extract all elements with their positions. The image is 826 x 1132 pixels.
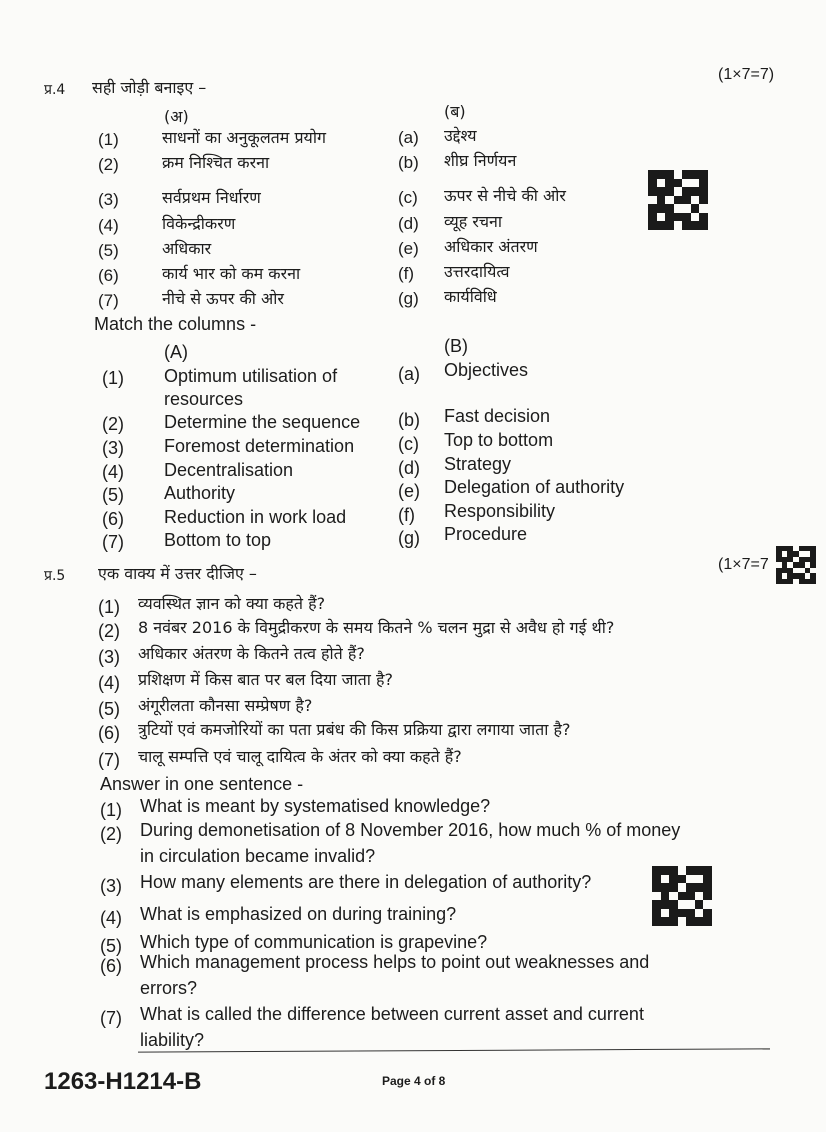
question-text: अंगूरीलता कौनसा सम्प्रेषण है? — [138, 696, 313, 715]
question-number: (1) — [98, 597, 120, 617]
match-row-number: (2) — [98, 155, 119, 174]
question-number: (2) — [100, 824, 122, 844]
match-item-b: Delegation of authority — [444, 477, 625, 497]
match-letter: (c) — [398, 188, 418, 207]
match-letter: (g) — [398, 289, 419, 308]
match-item-a: Optimum utilisation of — [164, 366, 338, 386]
question-number: (7) — [98, 750, 120, 770]
question-text: व्यवस्थित ज्ञान को क्या कहते हैं? — [138, 594, 326, 613]
qr-code — [776, 546, 816, 584]
footer-divider — [138, 1048, 770, 1052]
match-item-a: Foremost determination — [164, 436, 355, 456]
question-text: What is called the difference between current asset and current — [140, 1004, 644, 1024]
match-letter: (f) — [398, 505, 415, 525]
match-letter: (e) — [398, 481, 420, 501]
q4-col-b-hindi-header: (ब) — [444, 102, 466, 121]
match-item-a: सर्वप्रथम निर्धारण — [162, 188, 261, 207]
match-letter: (e) — [398, 239, 419, 258]
match-row-number: (2) — [102, 414, 124, 434]
question-text: चालू सम्पत्ति एवं चालू दायित्व के अंतर को क्या कहते हैं? — [138, 747, 462, 766]
question-number: (3) — [98, 647, 120, 667]
match-item-b: कार्यविधि — [444, 287, 497, 306]
match-letter: (g) — [398, 528, 420, 548]
q4-title-hindi: सही जोड़ी बनाइए – — [92, 78, 207, 97]
paper-code: 1263-H1214-B — [44, 1068, 202, 1095]
question-number: (6) — [100, 956, 122, 976]
question-number: (6) — [98, 723, 120, 743]
match-row-number: (4) — [102, 462, 124, 482]
match-item-b: ऊपर से नीचे की ओर — [444, 186, 566, 205]
match-item-b: Responsibility — [444, 501, 556, 521]
match-item-b: उद्देश्य — [444, 126, 477, 145]
question-text-continued: in circulation became invalid? — [140, 846, 376, 866]
match-item-b: Top to bottom — [444, 430, 554, 450]
question-number: (2) — [98, 621, 120, 641]
match-letter: (f) — [398, 264, 415, 283]
question-text: During demonetisation of 8 November 2016, how much % of money — [140, 820, 681, 840]
question-number: (3) — [100, 876, 122, 896]
match-item-a-continued: resources — [164, 389, 244, 409]
question-text: Which management process helps to point out weaknesses and — [140, 952, 650, 972]
q4-col-b-english-header: (B) — [444, 336, 468, 356]
match-letter: (d) — [398, 458, 420, 478]
question-text: Which type of communication is grapevine? — [140, 932, 488, 952]
question-number: (5) — [98, 699, 120, 719]
match-item-a: अधिकार — [162, 239, 212, 258]
match-item-b: Strategy — [444, 454, 512, 474]
q4-number: प्र.4 — [44, 82, 66, 98]
match-item-a: Decentralisation — [164, 460, 294, 480]
match-item-a: कार्य भार को कम करना — [162, 264, 301, 283]
q5-marks: (1×7=7 — [718, 556, 769, 573]
match-row-number: (3) — [98, 190, 119, 209]
qr-code — [648, 170, 708, 230]
match-letter: (a) — [398, 364, 420, 384]
match-item-a: साधनों का अनुकूलतम प्रयोग — [162, 128, 326, 147]
match-row-number: (5) — [102, 485, 124, 505]
question-text-continued: liability? — [140, 1030, 205, 1050]
match-item-b: व्यूह रचना — [444, 212, 503, 231]
question-text: What is emphasized on during training? — [140, 904, 457, 924]
question-number: (5) — [100, 936, 122, 956]
qr-code — [652, 866, 712, 926]
q5-number: प्र.5 — [44, 568, 66, 584]
match-item-b: शीघ्र निर्णयन — [444, 151, 517, 170]
q4-col-a-hindi-header: (अ) — [164, 107, 189, 126]
question-number: (7) — [100, 1008, 122, 1028]
question-text: What is meant by systematised knowledge? — [140, 796, 491, 816]
q4-col-a-english-header: (A) — [164, 342, 188, 362]
q4-marks: (1×7=7) — [718, 66, 775, 83]
page-number: Page 4 of 8 — [382, 1074, 446, 1088]
match-letter: (d) — [398, 214, 419, 233]
match-row-number: (6) — [98, 266, 119, 285]
match-item-b: Procedure — [444, 524, 528, 544]
question-number: (4) — [98, 673, 120, 693]
match-row-number: (5) — [98, 241, 119, 260]
match-item-a: Determine the sequence — [164, 412, 361, 432]
match-item-b: अधिकार अंतरण — [444, 237, 538, 256]
match-item-b: Objectives — [444, 360, 529, 380]
match-item-a: Reduction in work load — [164, 507, 347, 527]
match-letter: (b) — [398, 410, 420, 430]
match-row-number: (7) — [102, 532, 124, 552]
question-text: 8 नवंबर 2016 के विमुद्रीकरण के समय कितने % चलन मुद्रा से अवैध हो गई थी? — [138, 618, 615, 637]
question-text-continued: errors? — [140, 978, 198, 998]
question-text: प्रशिक्षण में किस बात पर बल दिया जाता है? — [138, 670, 394, 689]
match-letter: (b) — [398, 153, 419, 172]
match-item-a: विकेन्द्रीकरण — [162, 214, 236, 233]
match-row-number: (7) — [98, 291, 119, 310]
match-item-b: Fast decision — [444, 406, 551, 426]
q5-title-hindi: एक वाक्य में उत्तर दीजिए – — [98, 564, 257, 583]
match-row-number: (1) — [98, 130, 119, 149]
match-row-number: (1) — [102, 368, 124, 388]
match-letter: (c) — [398, 434, 419, 454]
match-item-a: नीचे से ऊपर की ओर — [162, 289, 284, 308]
match-row-number: (6) — [102, 509, 124, 529]
question-text: अधिकार अंतरण के कितने तत्व होते हैं? — [138, 644, 365, 663]
match-item-a: Authority — [164, 483, 236, 503]
match-item-b: उत्तरदायित्व — [444, 262, 510, 281]
q5-title-english: Answer in one sentence - — [100, 774, 304, 794]
match-item-a: क्रम निश्चित करना — [162, 153, 270, 172]
match-item-a: Bottom to top — [164, 530, 272, 550]
question-text: How many elements are there in delegation of authority? — [140, 872, 592, 892]
match-row-number: (3) — [102, 438, 124, 458]
question-number: (4) — [100, 908, 122, 928]
match-letter: (a) — [398, 128, 419, 147]
question-number: (1) — [100, 800, 122, 820]
match-row-number: (4) — [98, 216, 119, 235]
q4-title-english: Match the columns - — [94, 314, 257, 334]
question-text: त्रुटियों एवं कमजोरियों का पता प्रबंध की किस प्रक्रिया द्वारा लगाया जाता है? — [138, 720, 571, 739]
